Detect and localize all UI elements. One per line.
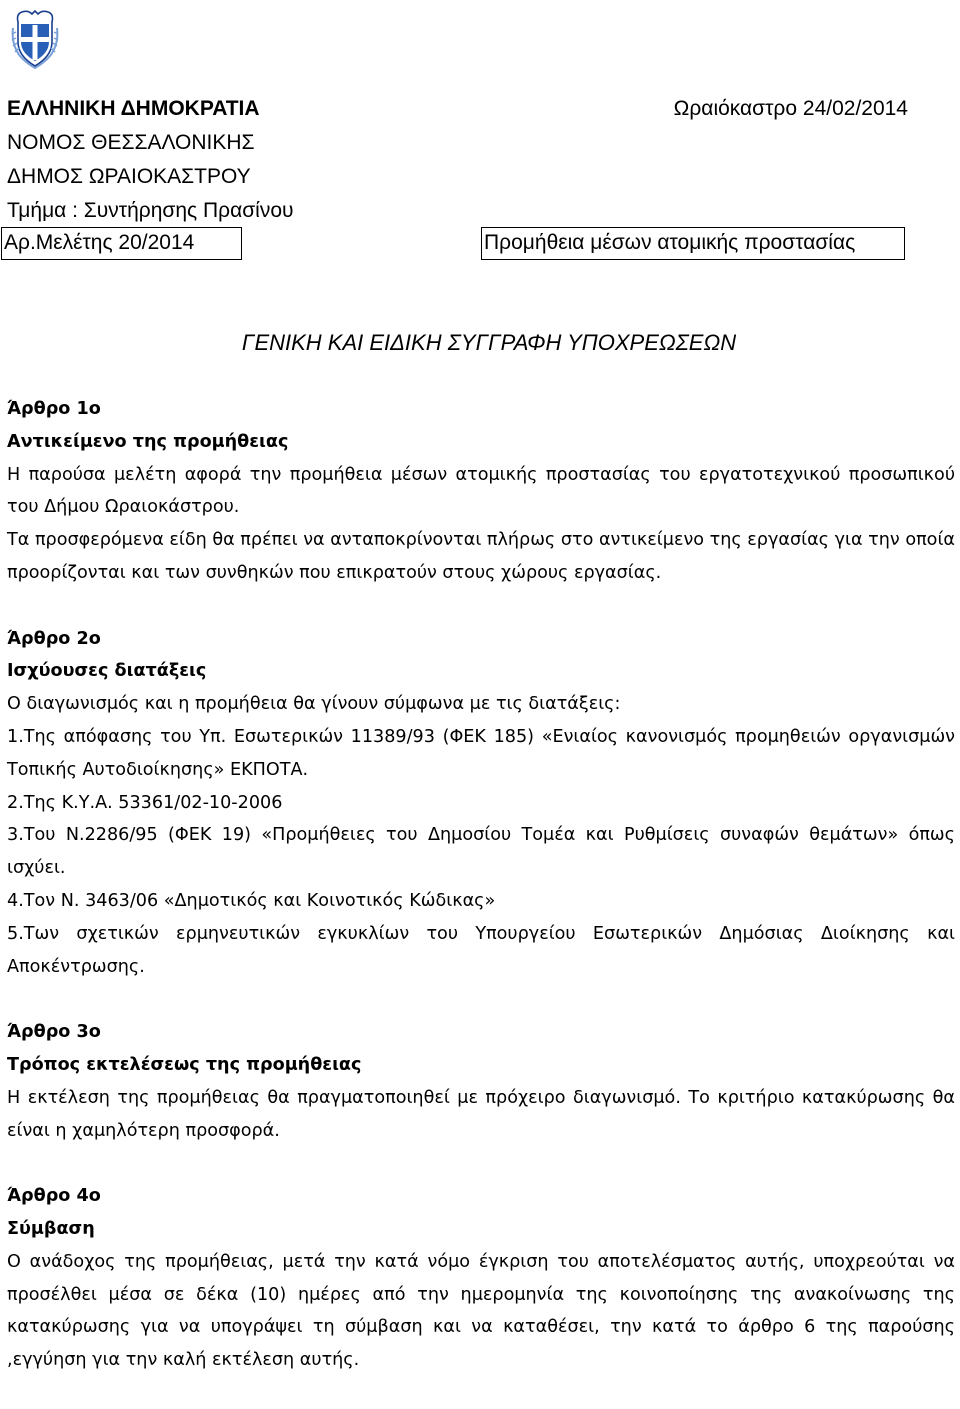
study-number-box: Αρ.Μελέτης 20/2014 bbox=[1, 227, 242, 260]
article-3-heading: Άρθρο 3ο bbox=[7, 1022, 101, 1043]
spacer bbox=[7, 590, 955, 623]
article-2-item-3: 3.Του Ν.2286/95 (ΦΕΚ 19) «Προμήθειες του Δημοσίου Τομέα και Ρυθμίσεις συναφών θεμάτων» όπως ισχύει. bbox=[7, 825, 955, 879]
article-2-item-4: 4.Τον Ν. 3463/06 «Δημοτικός και Κοινοτικός Κώδικας» bbox=[7, 890, 496, 911]
article-2-item-5: 5.Των σχετικών ερμηνευτικών εγκυκλίων του Υπουργείου Εσωτερικών Δημόσιας Διοίκησης και Αποκέντρωσης. bbox=[7, 923, 955, 977]
spacer bbox=[7, 1147, 955, 1180]
article-1-paragraph-2: Τα προσφερόμενα είδη θα πρέπει να ανταποκρίνονται πλήρως στο αντικείμενο της εργασίας για την οποία προορίζονται και των συνθηκών που επικρατούν στους χώρους εργασίας. bbox=[7, 530, 955, 583]
issuer-block bbox=[7, 92, 294, 228]
header-line-municipality: ΔΗΜΟΣ ΩΡΑΙΟΚΑΣΤΡΟΥ bbox=[7, 165, 251, 188]
article-4-subtitle: Σύμβαση bbox=[7, 1218, 95, 1239]
article-4-paragraph-1: Ο ανάδοχος της προμήθειας, μετά την κατά νόμο έγκριση του αποτελέσματος αυτής, υποχρεούται να προσέλθει μέσα σε δέκα (10) ημέρες από την ημερομηνία της κοινοποίησης της ανακοίνωσης της κατακύρωσης για να υπογράψει τη σύμβαση και να καταθέσει, την κατά το άρθρο 6 της παρούσης ,εγγύηση για την καλή εκτέλεση αυτής. bbox=[7, 1251, 955, 1371]
article-4-heading: Άρθρο 4ο bbox=[7, 1186, 101, 1207]
article-3-paragraph-1: Η εκτέλεση της προμήθειας θα πραγματοποιηθεί με πρόχειρο διαγωνισμό. Το κριτήριο κατακύρωσης θα είναι η χαμηλότερη προσφορά. bbox=[7, 1087, 955, 1141]
article-1-subtitle: Αντικείμενο της προμήθειας bbox=[7, 431, 289, 452]
article-2-subtitle: Ισχύουσες διατάξεις bbox=[7, 661, 207, 682]
article-3-subtitle: Τρόπος εκτελέσεως της προμήθειας bbox=[7, 1054, 362, 1075]
greek-emblem-icon bbox=[10, 8, 60, 70]
header-line-department: Τμήμα : Συντήρησης Πρασίνου bbox=[7, 199, 294, 222]
article-1-paragraph-1: Η παρούσα μελέτη αφορά την προμήθεια μέσων ατομικής προστασίας του εργατοτεχνικού προσωπικού του Δήμου Ωραιοκάστρου. bbox=[7, 464, 955, 518]
article-2-item-2: 2.Της Κ.Υ.Α. 53361/02-10-2006 bbox=[7, 792, 283, 813]
document-body bbox=[7, 393, 955, 1377]
header-line-prefecture: ΝΟΜΟΣ ΘΕΣΣΑΛΟΝΙΚΗΣ bbox=[7, 131, 255, 154]
header-line-republic: ΕΛΛΗΝΙΚΗ ΔΗΜΟΚΡΑΤΙΑ bbox=[7, 97, 260, 120]
article-2-intro: Ο διαγωνισμός και η προμήθεια θα γίνουν σύμφωνα με τις διατάξεις: bbox=[7, 694, 621, 715]
document-date: Ωραιόκαστρο 24/02/2014 bbox=[673, 97, 908, 120]
article-2-heading: Άρθρο 2ο bbox=[7, 628, 101, 649]
subject-box: Προμήθεια μέσων ατομικής προστασίας bbox=[481, 227, 905, 260]
document-title: ΓΕΝΙΚΗ ΚΑΙ ΕΙΔΙΚΗ ΣΥΓΓΡΑΦΗ ΥΠΟΧΡΕΩΣΕΩΝ bbox=[241, 330, 737, 355]
spacer bbox=[7, 983, 955, 1016]
article-1-heading: Άρθρο 1ο bbox=[7, 399, 101, 419]
article-2-item-1: 1.Της απόφασης του Υπ. Εσωτερικών 11389/93 (ΦΕΚ 185) «Ενιαίος κανονισμός προμηθειών οργανισμών Τοπικής Αυτοδιοίκησης» ΕΚΠΟΤΑ. bbox=[7, 726, 955, 780]
